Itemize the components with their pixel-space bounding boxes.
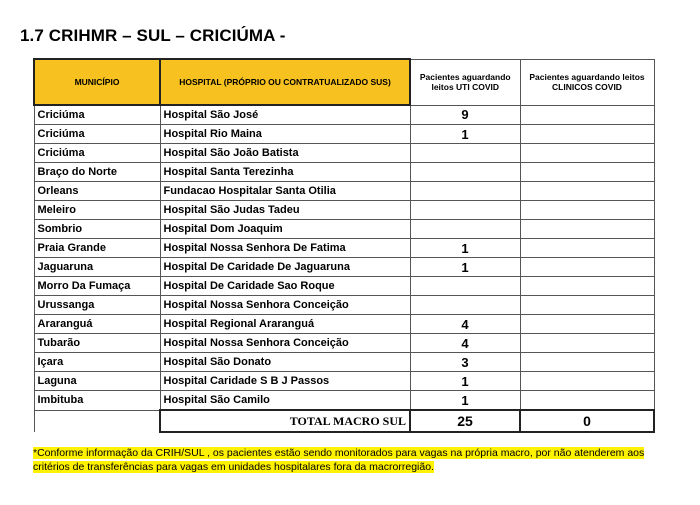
total-row-spacer bbox=[34, 410, 160, 432]
cell-clinicos-covid bbox=[520, 239, 654, 258]
cell-municipio: Criciúma bbox=[34, 144, 160, 163]
cell-municipio: Meleiro bbox=[34, 201, 160, 220]
cell-hospital: Hospital São João Batista bbox=[160, 144, 410, 163]
cell-hospital: Hospital São Judas Tadeu bbox=[160, 201, 410, 220]
cell-municipio: Içara bbox=[34, 353, 160, 372]
table-row bbox=[34, 372, 654, 391]
page-title: 1.7 CRIHMR – SUL – CRICIÚMA - bbox=[20, 26, 286, 45]
total-row bbox=[34, 410, 654, 432]
column-header-uti-covid: Pacientes aguardando leitos UTI COVID bbox=[410, 59, 520, 105]
footnote-text: *Conforme informação da CRIH/SUL , os pacientes estão sendo monitorados para vagas na própria macro, por não atenderem aos critérios de transferências para vagas em unidades hospitalares fora da macrorregião. bbox=[33, 447, 645, 473]
cell-clinicos-covid bbox=[520, 125, 654, 144]
cell-clinicos-covid bbox=[520, 391, 654, 411]
cell-uti-covid bbox=[410, 277, 520, 296]
cell-uti-covid bbox=[410, 201, 520, 220]
total-label: TOTAL MACRO SUL bbox=[160, 410, 410, 432]
cell-hospital: Hospital São Donato bbox=[160, 353, 410, 372]
cell-hospital: Hospital Nossa Senhora Conceição bbox=[160, 334, 410, 353]
total-clinicos-covid: 0 bbox=[520, 410, 654, 432]
cell-municipio: Laguna bbox=[34, 372, 160, 391]
cell-clinicos-covid bbox=[520, 353, 654, 372]
cell-clinicos-covid bbox=[520, 334, 654, 353]
cell-municipio: Tubarão bbox=[34, 334, 160, 353]
cell-uti-covid: 4 bbox=[410, 334, 520, 353]
cell-municipio: Morro Da Fumaça bbox=[34, 277, 160, 296]
cell-uti-covid: 1 bbox=[410, 125, 520, 144]
cell-municipio: Sombrio bbox=[34, 220, 160, 239]
cell-clinicos-covid bbox=[520, 144, 654, 163]
cell-hospital: Hospital De Caridade De Jaguaruna bbox=[160, 258, 410, 277]
cell-municipio: Braço do Norte bbox=[34, 163, 160, 182]
cell-hospital: Hospital Santa Terezinha bbox=[160, 163, 410, 182]
column-header-clinicos-covid: Pacientes aguardando leitos CLINICOS COVID bbox=[520, 59, 654, 105]
column-header-hospital: HOSPITAL (PRÓPRIO OU CONTRATUALIZADO SUS) bbox=[160, 59, 410, 105]
cell-hospital: Hospital Dom Joaquim bbox=[160, 220, 410, 239]
table-row bbox=[34, 163, 654, 182]
total-uti-covid: 25 bbox=[410, 410, 520, 432]
cell-uti-covid: 9 bbox=[410, 105, 520, 125]
cell-clinicos-covid bbox=[520, 220, 654, 239]
cell-hospital: Hospital Caridade S B J Passos bbox=[160, 372, 410, 391]
footnote bbox=[33, 446, 653, 474]
waiting-patients-table bbox=[33, 58, 655, 433]
table-row bbox=[34, 315, 654, 334]
cell-uti-covid bbox=[410, 163, 520, 182]
cell-uti-covid bbox=[410, 144, 520, 163]
cell-clinicos-covid bbox=[520, 277, 654, 296]
cell-clinicos-covid bbox=[520, 105, 654, 125]
table-header bbox=[34, 59, 654, 105]
cell-uti-covid: 3 bbox=[410, 353, 520, 372]
cell-municipio: Criciúma bbox=[34, 125, 160, 144]
cell-uti-covid: 1 bbox=[410, 391, 520, 411]
cell-hospital: Hospital São José bbox=[160, 105, 410, 125]
cell-clinicos-covid bbox=[520, 296, 654, 315]
table-row bbox=[34, 277, 654, 296]
cell-municipio: Criciúma bbox=[34, 105, 160, 125]
cell-clinicos-covid bbox=[520, 315, 654, 334]
cell-municipio: Orleans bbox=[34, 182, 160, 201]
table-row bbox=[34, 201, 654, 220]
table-row bbox=[34, 182, 654, 201]
table-row bbox=[34, 391, 654, 411]
table-footer bbox=[34, 410, 654, 432]
table-row bbox=[34, 334, 654, 353]
cell-clinicos-covid bbox=[520, 201, 654, 220]
cell-hospital: Hospital São Camilo bbox=[160, 391, 410, 411]
cell-uti-covid bbox=[410, 182, 520, 201]
cell-municipio: Araranguá bbox=[34, 315, 160, 334]
cell-municipio: Praia Grande bbox=[34, 239, 160, 258]
table-row bbox=[34, 353, 654, 372]
cell-clinicos-covid bbox=[520, 163, 654, 182]
column-header-municipio: MUNICÍPIO bbox=[34, 59, 160, 105]
cell-hospital: Hospital Regional Araranguá bbox=[160, 315, 410, 334]
cell-hospital: Hospital Nossa Senhora Conceição bbox=[160, 296, 410, 315]
cell-uti-covid: 4 bbox=[410, 315, 520, 334]
cell-municipio: Urussanga bbox=[34, 296, 160, 315]
table-body bbox=[34, 105, 654, 410]
cell-hospital: Hospital Rio Maina bbox=[160, 125, 410, 144]
cell-municipio: Jaguaruna bbox=[34, 258, 160, 277]
cell-uti-covid: 1 bbox=[410, 372, 520, 391]
cell-uti-covid: 1 bbox=[410, 239, 520, 258]
cell-hospital: Hospital De Caridade Sao Roque bbox=[160, 277, 410, 296]
cell-uti-covid: 1 bbox=[410, 258, 520, 277]
table-row bbox=[34, 125, 654, 144]
waiting-patients-table-container bbox=[33, 58, 653, 433]
cell-uti-covid bbox=[410, 220, 520, 239]
table-row bbox=[34, 258, 654, 277]
cell-municipio: Imbituba bbox=[34, 391, 160, 411]
cell-clinicos-covid bbox=[520, 372, 654, 391]
table-row bbox=[34, 105, 654, 125]
table-row bbox=[34, 220, 654, 239]
cell-hospital: Hospital Nossa Senhora De Fatima bbox=[160, 239, 410, 258]
cell-clinicos-covid bbox=[520, 258, 654, 277]
table-row bbox=[34, 144, 654, 163]
cell-hospital: Fundacao Hospitalar Santa Otilia bbox=[160, 182, 410, 201]
table-row bbox=[34, 239, 654, 258]
cell-uti-covid bbox=[410, 296, 520, 315]
table-row bbox=[34, 296, 654, 315]
cell-clinicos-covid bbox=[520, 182, 654, 201]
